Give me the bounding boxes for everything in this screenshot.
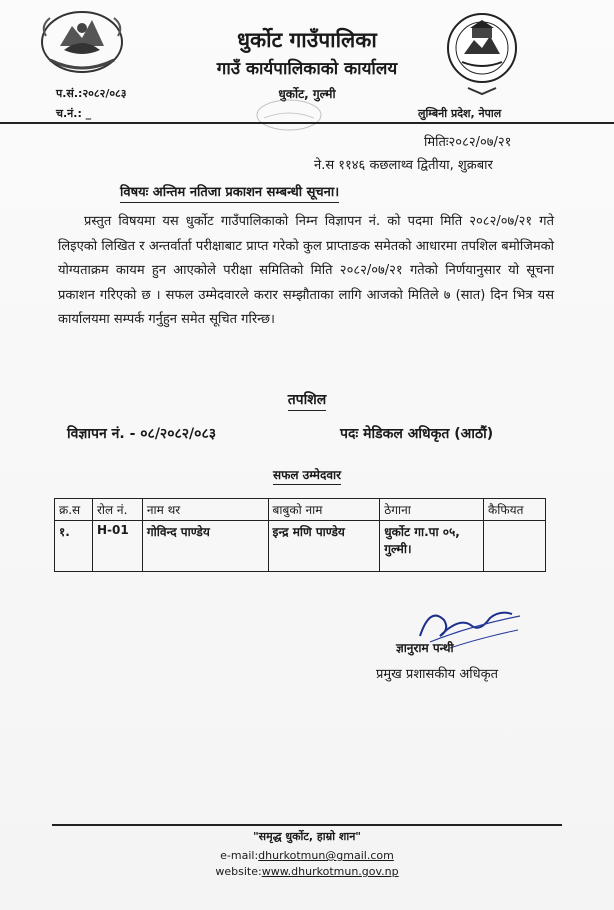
column-header: ठेगाना [380, 499, 484, 521]
reference-number: प.सं.:२०८२/०८३ [56, 87, 127, 100]
website-link[interactable]: www.dhurkotmun.gov.np [261, 865, 399, 878]
signatory-name: ज्ञानुराम पन्थी [396, 641, 454, 655]
details-heading: तपशिल [0, 390, 614, 409]
signatory-title: प्रमुख प्रशासकीय अधिकृत [376, 667, 499, 682]
successful-candidates-heading: सफल उम्मेदवार [0, 466, 614, 483]
footer-motto: "समृद्ध धुर्कोट, हाम्रो शान" [252, 830, 362, 843]
website-label: website: [215, 865, 262, 878]
footer-website [0, 865, 614, 878]
father-name-cell: इन्द्र मणि पाण्डेय [268, 521, 380, 572]
column-header: रोल नं. [92, 499, 142, 521]
municipality-name: धुर्कोट गाउँपालिका [237, 28, 377, 52]
roll-number-cell: H-01 [92, 521, 142, 572]
advertisement-number: विज्ञापन नं. - ०८/२०८२/०८३ [67, 426, 216, 442]
table-header-row [55, 499, 546, 521]
table-row [55, 521, 546, 572]
address-cell: धुर्कोट गा.पा ०५, गुल्मी। [380, 521, 484, 572]
serial-cell: १. [55, 521, 93, 572]
office-name: गाउँ कार्यपालिकाको कार्यालय [216, 59, 398, 79]
candidate-name-cell: गोविन्द पाण्डेय [142, 521, 268, 572]
province-name: लुम्बिनी प्रदेश, नेपाल [418, 107, 502, 120]
post-name: पदः मेडिकल अधिकृत (आठौं) [340, 426, 494, 442]
column-header: क्र.स [55, 499, 93, 521]
subject-line: विषयः अन्तिम नतिजा प्रकाशन सम्बन्धी सूचना। [120, 182, 339, 203]
notice-body: प्रस्तुत विषयमा यस धुर्कोट गाउँपालिकाको निम्न विज्ञापन नं. को पदमा मिति २०८२/०७/२१ गते लिइएको लिखित र अन्तर्वार्ता परीक्षाबाट प्राप्त गरेको कुल प्राप्ताङक समेतको आधारमा तपशिल बमोजिमको योग्यताक्रम कायम हुन आएकोले परीक्षा समितिको मिति २०८२/०७/२१ गतेको निर्णयानुसार यो सूचना प्रकाशन गरिएको छ । सफल उम्मेदवारले करार सम्झौताका लागि आजको मितिले ७ (सात) दिन भित्र यस कार्यालयमा सम्पर्क गर्नुहुन समेत सूचित गरिन्छ। [58, 214, 554, 327]
column-header: बाबुको नाम [268, 499, 380, 521]
column-header: नाम थर [142, 499, 268, 521]
footer-email [0, 849, 614, 862]
letter-date: मितिः२०८२/०७/२१ [424, 135, 512, 150]
header-divider [0, 122, 614, 124]
email-link[interactable]: dhurkotmun@gmail.com [258, 849, 394, 862]
column-header: कैफियत [484, 499, 546, 521]
candidates-table [54, 498, 546, 572]
office-stamp-icon [254, 98, 324, 132]
email-label: e-mail: [220, 849, 259, 862]
nepal-sambat-date: ने.स ११४६ कछलाथ्व द्वितीया, शुक्रबार [314, 158, 493, 173]
footer-divider [52, 824, 562, 826]
remarks-cell [484, 521, 546, 572]
office-address: धुर्कोट, गुल्मी [278, 87, 336, 101]
dispatch-number: च.नं.: _ [56, 107, 92, 120]
